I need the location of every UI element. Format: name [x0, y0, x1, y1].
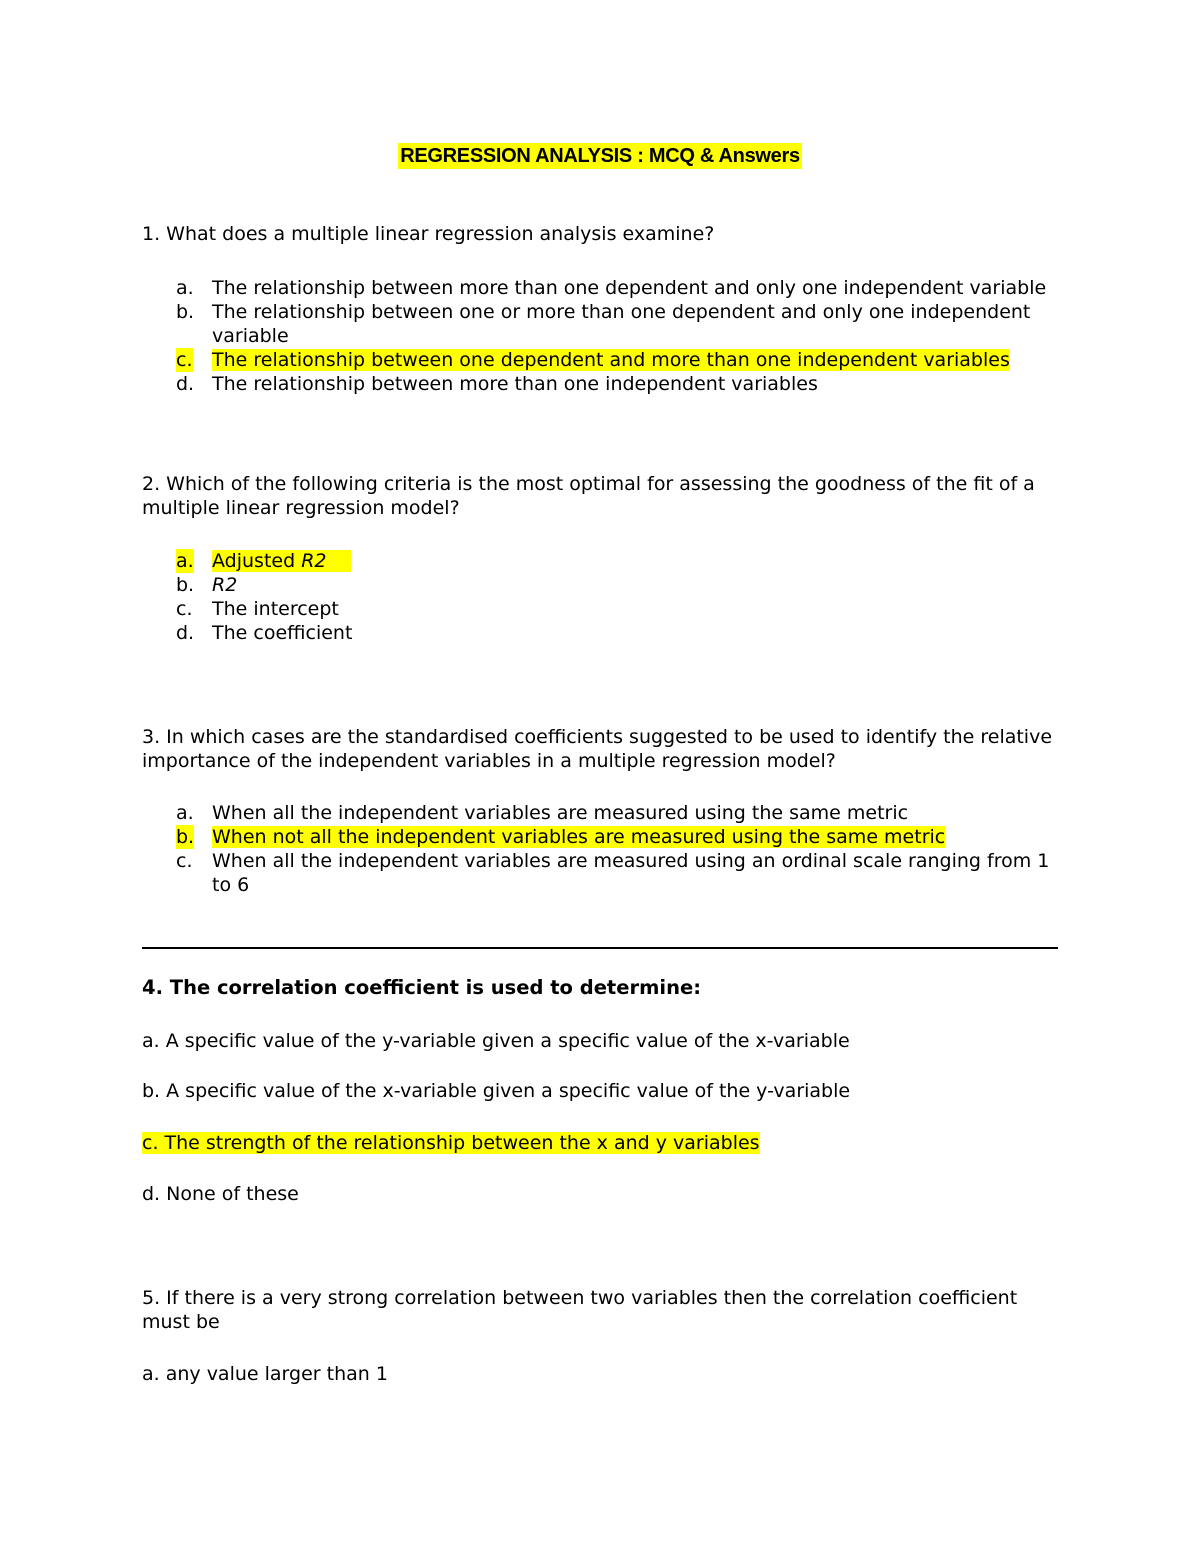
- option-2d: d. The coefficient: [176, 622, 353, 644]
- option-4b: b. A specific value of the x-variable given a specific value of the y-variable: [142, 1080, 851, 1102]
- option-1c-correct: c. The relationship between one dependent and more than one independent variables: [176, 349, 1010, 371]
- question-5: 5. If there is a very strong correlation between two variables then the correlation coefficient must be: [142, 1287, 1018, 1333]
- option-3a: a. When all the independent variables are measured using the same metric: [176, 802, 909, 824]
- option-3b-correct: b. When not all the independent variables are measured using the same metric: [176, 826, 946, 848]
- option-2c: c. The intercept: [176, 598, 339, 620]
- title-text: REGRESSION ANALYSIS : MCQ & Answers: [400, 145, 800, 167]
- option-2b: b. R2: [176, 574, 238, 596]
- question-1: 1. What does a multiple linear regression analysis examine?: [142, 223, 715, 245]
- question-2: 2. Which of the following criteria is the most optimal for assessing the goodness of the fit of a multiple linear regression model?: [142, 473, 1035, 519]
- option-4d: d. None of these: [142, 1183, 299, 1205]
- option-4c-correct: c. The strength of the relationship between the x and y variables: [142, 1132, 760, 1154]
- page-title: [0, 142, 1200, 170]
- option-1a: a. The relationship between more than one dependent and only one independent variable: [176, 277, 1047, 299]
- option-4a: a. A specific value of the y-variable given a specific value of the x-variable: [142, 1030, 850, 1052]
- question-3-options: [176, 801, 1056, 897]
- option-5a: a. any value larger than 1: [142, 1363, 388, 1385]
- option-1d: d. The relationship between more than one independent variables: [176, 373, 818, 395]
- option-2a-correct: a. Adjusted R2: [176, 549, 1056, 573]
- option-1b: b. The relationship between one or more than one dependent and only one independent variable: [176, 301, 1031, 347]
- question-2-options: [176, 549, 1056, 645]
- section-divider: [142, 947, 1058, 949]
- question-4: 4. The correlation coefficient is used to determine:: [142, 976, 701, 999]
- question-3: 3. In which cases are the standardised coefficients suggested to be used to identify the relative importance of the independent variables in a multiple regression model?: [142, 726, 1053, 772]
- option-3c: c. When all the independent variables are measured using an ordinal scale ranging from 1 to 6: [176, 850, 1050, 896]
- question-1-options: [176, 276, 1056, 396]
